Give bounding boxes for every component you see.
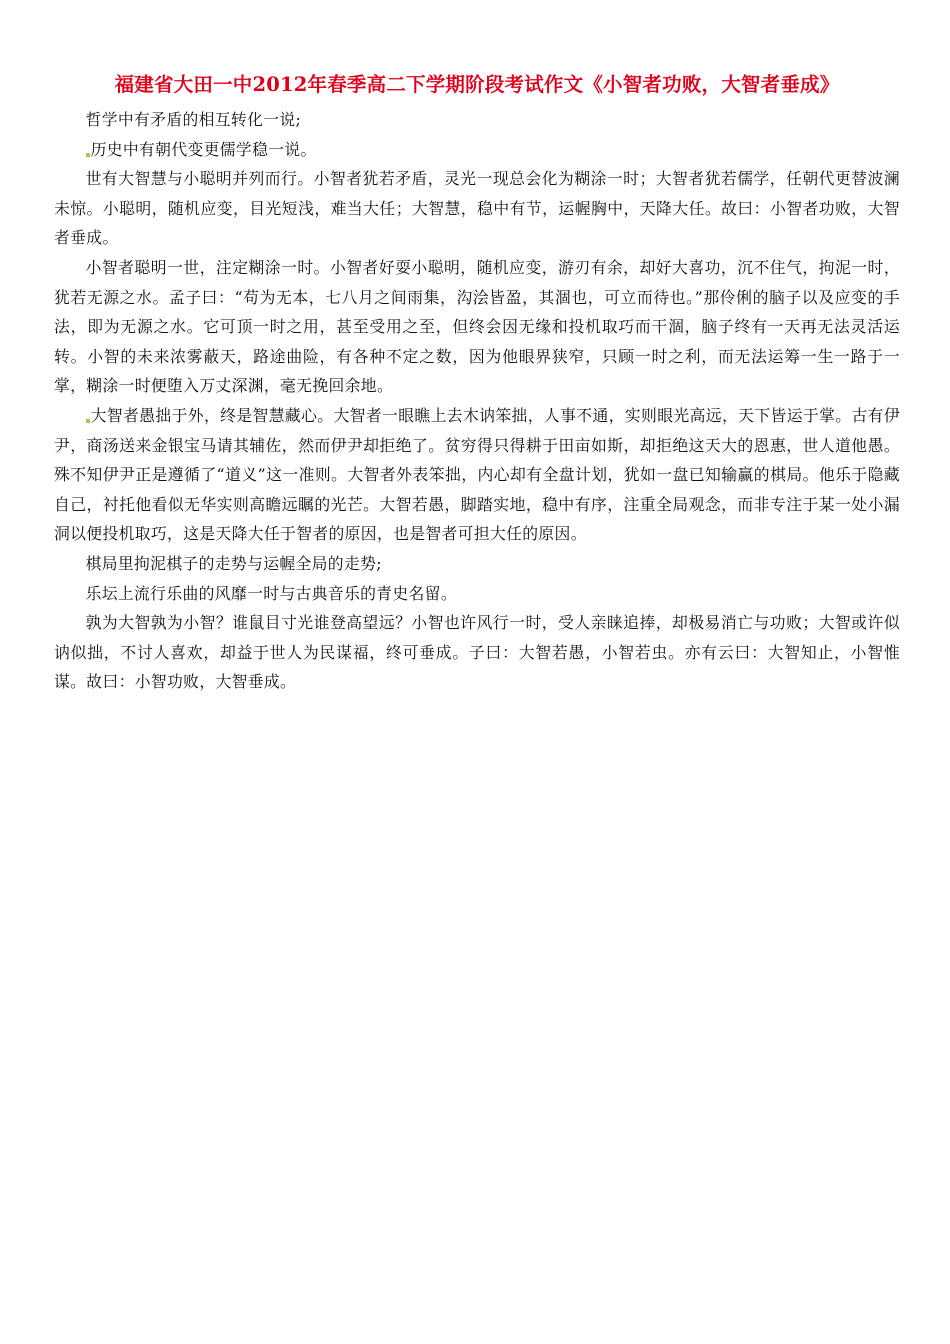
paragraph-text: 历史中有朝代变更儒学稳一说。 bbox=[90, 139, 317, 159]
paragraph-philosophy bbox=[54, 105, 900, 135]
document-page bbox=[54, 70, 900, 697]
paragraph-text: 世有大智慧与小聪明并列而行。小智者犹若矛盾，灵光一现总会化为糊涂一时；大智者犹若儒学，任朝代更替波澜未惊。小聪明，随机应变，目光短浅，难当大任；大智慧，稳中有节，运幄胸中，天降大任。故曰：小智者功败，大智者垂成。 bbox=[54, 169, 900, 248]
paragraph-small-wisdom bbox=[54, 253, 900, 401]
paragraph-text: 小智者聪明一世，注定糊涂一时。小智者好耍小聪明，随机应变，游刃有余，却好大喜功，沉不住气，拘泥一时，犹若无源之水。孟子曰：“苟为无本，七八月之间雨集，沟浍皆盈，其涸也，可立而待也。”那伶俐的脑子以及应变的手法，即为无源之水。它可顶一时之用，甚至受用之至，但终会因无缘和投机取巧而干涸，脑子终有一天再无法灵活运转。小智的未来浓雾蔽天，路途曲险，有各种不定之数，因为他眼界狭窄，只顾一时之利，而无法运筹一生一路于一掌，糊涂一时便堕入万丈深渊，毫无挽回余地。 bbox=[54, 257, 900, 396]
paragraph-conclusion bbox=[54, 608, 900, 697]
paragraph-intro bbox=[54, 164, 900, 253]
document-title: 福建省大田一中2012年春季高二下学期阶段考试作文《小智者功败，大智者垂成》 bbox=[114, 73, 840, 96]
paragraph-history bbox=[54, 135, 900, 165]
paragraph-music bbox=[54, 579, 900, 609]
paragraph-text: 哲学中有矛盾的相互转化一说; bbox=[85, 110, 302, 129]
edit-mark-icon bbox=[86, 419, 90, 423]
paragraph-text: 孰为大智孰为小智？谁鼠目寸光谁登高望远？小智也许风行一时，受人亲睐追捧，却极易消亡与功败；大智或许似讷似拙，不讨人喜欢，却益于世人为民谋福，终可垂成。子曰：大智若愚，小智若虫。亦有云曰：大智知止，小智惟谋。故曰：小智功败，大智垂成。 bbox=[54, 613, 900, 692]
paragraph-chess bbox=[54, 549, 900, 579]
edit-mark-icon bbox=[86, 153, 90, 157]
paragraph-text: 棋局里拘泥棋子的走势与运幄全局的走势; bbox=[85, 553, 382, 573]
paragraph-great-wisdom bbox=[54, 401, 900, 549]
paragraph-text: 乐坛上流行乐曲的风靡一时与古典音乐的青史名留。 bbox=[85, 583, 457, 603]
paragraph-text: 大智者愚拙于外，终是智慧藏心。大智者一眼瞧上去木讷笨拙，人事不通，实则眼光高远，天下皆运于掌。古有伊尹，商汤送来金银宝马请其辅佐，然而伊尹却拒绝了。贫穷得只得耕于田亩如斯，却拒绝这天大的恩惠，世人道他愚。殊不知伊尹正是遵循了“道义”这一准则。大智者外表笨拙，内心却有全盘计划，犹如一盘已知输赢的棋局。他乐于隐藏自己，衬托他看似无华实则高瞻远瞩的光芒。大智若愚，脚踏实地，稳中有序，注重全局观念，而非专注于某一处小漏洞以便投机取巧，这是天降大任于智者的原因，也是智者可担大任的原因。 bbox=[54, 405, 900, 544]
